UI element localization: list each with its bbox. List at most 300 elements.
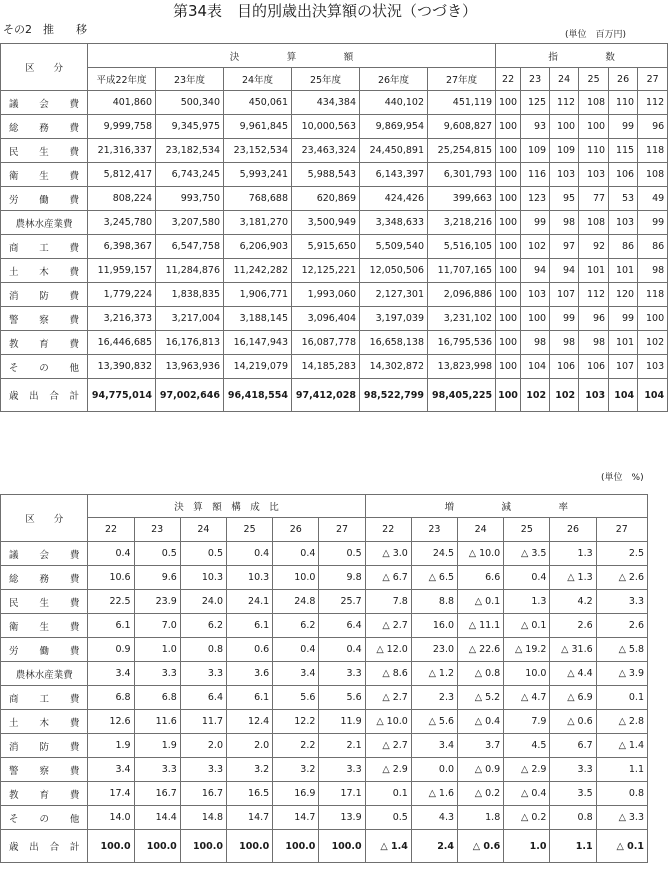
table-row — [1, 283, 668, 307]
cell-value: 99 — [609, 115, 638, 139]
cell-value: 11,959,157 — [88, 259, 156, 283]
amount-group-header: 決 算 額 — [88, 44, 496, 68]
cell-value: 16.7 — [134, 782, 180, 806]
cell-value: 25.7 — [319, 590, 365, 614]
cell-value: 49 — [638, 187, 668, 211]
cell-value: 14.7 — [273, 806, 319, 830]
cell-value: 0.5 — [365, 806, 411, 830]
cell-value: 6.1 — [227, 686, 273, 710]
cell-value: 12.4 — [227, 710, 273, 734]
cell-value: 16.5 — [227, 782, 273, 806]
row-label: 警察費 — [1, 758, 88, 782]
cell-value: 98,405,225 — [428, 379, 496, 412]
cell-value: 6.2 — [180, 614, 226, 638]
cell-value: 95 — [550, 187, 579, 211]
year-header: 22 — [88, 518, 134, 542]
cell-value: 0.1 — [365, 782, 411, 806]
cell-value: 5,812,417 — [88, 163, 156, 187]
cell-value: 16,658,138 — [360, 331, 428, 355]
cell-value: 5,516,105 — [428, 235, 496, 259]
row-label: 土木費 — [1, 710, 88, 734]
cell-value: 808,224 — [88, 187, 156, 211]
table-row — [1, 662, 648, 686]
table-row — [1, 331, 668, 355]
cell-value: 3.3 — [134, 662, 180, 686]
cell-value: 16.0 — [411, 614, 457, 638]
row-label: 警察費 — [1, 307, 88, 331]
cell-value: 94 — [550, 259, 579, 283]
cell-value: 0.5 — [319, 542, 365, 566]
row-label: 農林水産業費 — [1, 662, 88, 686]
cell-value: 104 — [638, 379, 668, 412]
row-label: 歳出合計 — [1, 379, 88, 412]
cell-value: 102 — [521, 235, 550, 259]
cell-value: 103 — [550, 163, 579, 187]
cell-value: 100 — [496, 259, 521, 283]
table-row — [1, 686, 648, 710]
cell-value: 92 — [579, 235, 609, 259]
row-label: 農林水産業費 — [1, 211, 88, 235]
cell-value: 10.3 — [180, 566, 226, 590]
cell-value: 100 — [496, 115, 521, 139]
cell-value: 0.9 — [88, 638, 134, 662]
row-label: 歳出合計 — [1, 830, 88, 863]
table-row — [1, 91, 668, 115]
cell-value: 9,961,845 — [224, 115, 292, 139]
cell-value: 6,743,245 — [156, 163, 224, 187]
year-header: 22 — [365, 518, 411, 542]
cell-value: 24.0 — [180, 590, 226, 614]
cell-value: 100 — [638, 307, 668, 331]
cell-value: 5.6 — [319, 686, 365, 710]
cell-value: 98 — [579, 331, 609, 355]
cell-value: △ 2.8 — [596, 710, 647, 734]
year-header: 26 — [609, 68, 638, 91]
cell-value: 450,061 — [224, 91, 292, 115]
cell-value: 10,000,563 — [292, 115, 360, 139]
cell-value: 106 — [609, 163, 638, 187]
cell-value: 0.5 — [180, 542, 226, 566]
cell-value: 116 — [521, 163, 550, 187]
cell-value: 13,390,832 — [88, 355, 156, 379]
cell-value: 2,127,301 — [360, 283, 428, 307]
cell-value: 102 — [521, 379, 550, 412]
cell-value: 9,345,975 — [156, 115, 224, 139]
cell-value: 0.1 — [596, 686, 647, 710]
cell-value: 3,181,270 — [224, 211, 292, 235]
cell-value: △ 10.0 — [365, 710, 411, 734]
cell-value: 434,384 — [292, 91, 360, 115]
row-label: 労働費 — [1, 638, 88, 662]
table-row — [1, 115, 668, 139]
cell-value: 11.7 — [180, 710, 226, 734]
table-row — [1, 710, 648, 734]
cell-value: 2.1 — [319, 734, 365, 758]
cell-value: 16.7 — [180, 782, 226, 806]
row-label: 商工費 — [1, 235, 88, 259]
cell-value: 24.8 — [273, 590, 319, 614]
cell-value: 98,522,799 — [360, 379, 428, 412]
cell-value: 104 — [521, 355, 550, 379]
cell-value: △ 2.7 — [365, 686, 411, 710]
cell-value: 0.8 — [550, 806, 596, 830]
cell-value: 16,087,778 — [292, 331, 360, 355]
cell-value: 500,340 — [156, 91, 224, 115]
cell-value: 1.0 — [504, 830, 550, 863]
cell-value: 4.5 — [504, 734, 550, 758]
cell-value: 96,418,554 — [224, 379, 292, 412]
cell-value: 13,823,998 — [428, 355, 496, 379]
cell-value: △ 0.6 — [550, 710, 596, 734]
cell-value: 99 — [550, 307, 579, 331]
row-label: 民生費 — [1, 139, 88, 163]
cell-value: △ 1.4 — [365, 830, 411, 863]
table-row — [1, 590, 648, 614]
cell-value: 99 — [609, 307, 638, 331]
cell-value: 100 — [550, 115, 579, 139]
cell-value: △ 0.4 — [458, 710, 504, 734]
cell-value: 100.0 — [319, 830, 365, 863]
cell-value: 17.4 — [88, 782, 134, 806]
cell-value: 5,915,650 — [292, 235, 360, 259]
cell-value: 3.3 — [596, 590, 647, 614]
table-row — [1, 806, 648, 830]
cell-value: 123 — [521, 187, 550, 211]
cell-value: 6.6 — [458, 566, 504, 590]
change-group-header: 増 減 率 — [365, 495, 647, 518]
cell-value: 93 — [521, 115, 550, 139]
cell-value: △ 4.4 — [550, 662, 596, 686]
cell-value: 14.4 — [134, 806, 180, 830]
cell-value: 11,284,876 — [156, 259, 224, 283]
cell-value: 3,217,004 — [156, 307, 224, 331]
cell-value: 96 — [638, 115, 668, 139]
cell-value: 0.8 — [596, 782, 647, 806]
cell-value: 21,316,337 — [88, 139, 156, 163]
cell-value: △ 0.8 — [458, 662, 504, 686]
cell-value: 11.6 — [134, 710, 180, 734]
cell-value: 101 — [579, 259, 609, 283]
cell-value: 102 — [638, 331, 668, 355]
cell-value: 109 — [521, 139, 550, 163]
cell-value: 100 — [579, 115, 609, 139]
cell-value: 14.8 — [180, 806, 226, 830]
cell-value: 14,302,872 — [360, 355, 428, 379]
row-label: 衛生費 — [1, 614, 88, 638]
cell-value: 7.8 — [365, 590, 411, 614]
year-header: 27 — [638, 68, 668, 91]
cell-value: 3,348,633 — [360, 211, 428, 235]
cell-value: 109 — [550, 139, 579, 163]
cell-value: 100 — [496, 331, 521, 355]
cell-value: 115 — [609, 139, 638, 163]
cell-value: 110 — [609, 91, 638, 115]
cell-value: 97 — [550, 235, 579, 259]
cell-value: 1.1 — [596, 758, 647, 782]
cell-value: 0.0 — [411, 758, 457, 782]
cell-value: 3.3 — [134, 758, 180, 782]
table2-unit: (単位 %) — [601, 473, 644, 483]
year-header: 27 — [319, 518, 365, 542]
cell-value: 16,446,685 — [88, 331, 156, 355]
cell-value: 100.0 — [180, 830, 226, 863]
cell-value: △ 0.4 — [504, 782, 550, 806]
cell-value: 6.7 — [550, 734, 596, 758]
year-header: 25 — [504, 518, 550, 542]
table-row — [1, 187, 668, 211]
cell-value: 12,050,506 — [360, 259, 428, 283]
cell-value: 77 — [579, 187, 609, 211]
index-group-header: 指 数 — [496, 44, 668, 68]
cell-value: 100 — [496, 379, 521, 412]
cell-value: 98 — [638, 259, 668, 283]
cell-value: 1.8 — [458, 806, 504, 830]
cell-value: 3,231,102 — [428, 307, 496, 331]
cell-value: 3,197,039 — [360, 307, 428, 331]
cell-value: 11,242,282 — [224, 259, 292, 283]
year-header: 26年度 — [360, 68, 428, 91]
table-row — [1, 211, 668, 235]
row-label: その他 — [1, 806, 88, 830]
cell-value: △ 0.9 — [458, 758, 504, 782]
cell-value: 3.4 — [88, 758, 134, 782]
cell-value: 3.2 — [227, 758, 273, 782]
cell-value: 2.4 — [411, 830, 457, 863]
year-header: 24 — [550, 68, 579, 91]
cell-value: 8.8 — [411, 590, 457, 614]
row-label: 教育費 — [1, 331, 88, 355]
row-label: 議会費 — [1, 542, 88, 566]
cell-value: 100.0 — [88, 830, 134, 863]
cell-value: 3.3 — [319, 758, 365, 782]
total-row — [1, 830, 648, 863]
cell-value: 103 — [521, 283, 550, 307]
cell-value: 100.0 — [227, 830, 273, 863]
cell-value: △ 2.6 — [596, 566, 647, 590]
table-row — [1, 139, 668, 163]
cell-value: △ 0.1 — [596, 830, 647, 863]
cell-value: 3.4 — [411, 734, 457, 758]
cell-value: 112 — [550, 91, 579, 115]
cell-value: 97,002,646 — [156, 379, 224, 412]
cell-value: △ 0.2 — [458, 782, 504, 806]
cell-value: 14.7 — [227, 806, 273, 830]
row-label: 労働費 — [1, 187, 88, 211]
year-header: 24年度 — [224, 68, 292, 91]
year-header: 24 — [180, 518, 226, 542]
cell-value: 993,750 — [156, 187, 224, 211]
row-label: その他 — [1, 355, 88, 379]
cell-value: 1.3 — [504, 590, 550, 614]
cell-value: 6,547,758 — [156, 235, 224, 259]
cell-value: 100 — [496, 187, 521, 211]
cell-value: 120 — [609, 283, 638, 307]
table1-unit: (単位 百万円) — [565, 30, 627, 40]
cell-value: 2.6 — [550, 614, 596, 638]
cell-value: 125 — [521, 91, 550, 115]
cell-value: 1.3 — [550, 542, 596, 566]
cell-value: 12,125,221 — [292, 259, 360, 283]
cell-value: △ 4.7 — [504, 686, 550, 710]
cell-value: 0.4 — [319, 638, 365, 662]
cell-value: 0.4 — [227, 542, 273, 566]
cell-value: 108 — [579, 91, 609, 115]
cell-value: 3,216,373 — [88, 307, 156, 331]
year-header: 23 — [411, 518, 457, 542]
cell-value: 104 — [609, 379, 638, 412]
cell-value: △ 10.0 — [458, 542, 504, 566]
cell-value: 0.8 — [180, 638, 226, 662]
cell-value: △ 1.3 — [550, 566, 596, 590]
cell-value: △ 5.2 — [458, 686, 504, 710]
cell-value: 0.4 — [273, 542, 319, 566]
cell-value: 13.9 — [319, 806, 365, 830]
cell-value: △ 3.0 — [365, 542, 411, 566]
composition-change-table — [0, 494, 648, 863]
cell-value: 2.0 — [227, 734, 273, 758]
cell-value: 9.8 — [319, 566, 365, 590]
cell-value: 97,412,028 — [292, 379, 360, 412]
cell-value: 12.2 — [273, 710, 319, 734]
cell-value: 3.3 — [319, 662, 365, 686]
cell-value: △ 6.7 — [365, 566, 411, 590]
cell-value: 3,207,580 — [156, 211, 224, 235]
cell-value: 6.4 — [180, 686, 226, 710]
cell-value: 1,779,224 — [88, 283, 156, 307]
row-label: 総務費 — [1, 115, 88, 139]
cell-value: 103 — [609, 211, 638, 235]
year-header: 26 — [550, 518, 596, 542]
cell-value: 100 — [496, 91, 521, 115]
row-label: 議会費 — [1, 91, 88, 115]
cell-value: 99 — [521, 211, 550, 235]
cell-value: △ 0.2 — [504, 806, 550, 830]
cell-value: 4.2 — [550, 590, 596, 614]
cell-value: 3,500,949 — [292, 211, 360, 235]
cell-value: △ 1.4 — [596, 734, 647, 758]
cell-value: 23,463,324 — [292, 139, 360, 163]
cell-value: 5,509,540 — [360, 235, 428, 259]
cell-value: 6.2 — [273, 614, 319, 638]
table-row — [1, 542, 648, 566]
table-row — [1, 566, 648, 590]
total-row — [1, 379, 668, 412]
cell-value: 6.8 — [88, 686, 134, 710]
year-header: 平成22年度 — [88, 68, 156, 91]
cell-value: 100 — [496, 163, 521, 187]
cell-value: 108 — [579, 211, 609, 235]
cell-value: 103 — [579, 379, 609, 412]
cell-value: △ 0.1 — [458, 590, 504, 614]
cell-value: 14,219,079 — [224, 355, 292, 379]
cell-value: 16.9 — [273, 782, 319, 806]
cell-value: 3,245,780 — [88, 211, 156, 235]
cell-value: 1.9 — [88, 734, 134, 758]
cell-value: △ 3.9 — [596, 662, 647, 686]
cell-value: 101 — [609, 259, 638, 283]
cell-value: 620,869 — [292, 187, 360, 211]
cell-value: 10.0 — [273, 566, 319, 590]
cell-value: 768,688 — [224, 187, 292, 211]
cell-value: 6.1 — [88, 614, 134, 638]
year-header: 23年度 — [156, 68, 224, 91]
cell-value: 3.2 — [273, 758, 319, 782]
cell-value: 3.4 — [273, 662, 319, 686]
cell-value: 25,254,815 — [428, 139, 496, 163]
table-row — [1, 782, 648, 806]
row-label: 総務費 — [1, 566, 88, 590]
table-row — [1, 758, 648, 782]
cell-value: 100.0 — [134, 830, 180, 863]
year-header: 23 — [521, 68, 550, 91]
cell-value: 112 — [579, 283, 609, 307]
cell-value: △ 2.7 — [365, 614, 411, 638]
cell-value: 118 — [638, 139, 668, 163]
cell-value: △ 3.3 — [596, 806, 647, 830]
cell-value: 23,182,534 — [156, 139, 224, 163]
year-header: 23 — [134, 518, 180, 542]
cell-value: 6.8 — [134, 686, 180, 710]
row-label: 商工費 — [1, 686, 88, 710]
cell-value: 2.6 — [596, 614, 647, 638]
cell-value: 6,206,903 — [224, 235, 292, 259]
cell-value: 86 — [609, 235, 638, 259]
cell-value: 1,906,771 — [224, 283, 292, 307]
cell-value: △ 6.9 — [550, 686, 596, 710]
cell-value: 0.5 — [134, 542, 180, 566]
cell-value: △ 2.7 — [365, 734, 411, 758]
cell-value: 94,775,014 — [88, 379, 156, 412]
cell-value: 9,869,954 — [360, 115, 428, 139]
year-header: 24 — [458, 518, 504, 542]
cell-value: 118 — [638, 283, 668, 307]
year-header: 27 — [596, 518, 647, 542]
row-label: 消防費 — [1, 734, 88, 758]
cell-value: 3.7 — [458, 734, 504, 758]
expenditure-amount-table — [0, 43, 668, 412]
cell-value: 108 — [638, 163, 668, 187]
cell-value: △ 8.6 — [365, 662, 411, 686]
cell-value: 6,301,793 — [428, 163, 496, 187]
page-title: 第34表 目的別歳出決算額の状況（つづき） — [172, 2, 478, 20]
cell-value: 100 — [521, 307, 550, 331]
cell-value: △ 19.2 — [504, 638, 550, 662]
cell-value: 2,096,886 — [428, 283, 496, 307]
cell-value: 9.6 — [134, 566, 180, 590]
table-row — [1, 235, 668, 259]
cell-value: 11.9 — [319, 710, 365, 734]
cell-value: 0.4 — [88, 542, 134, 566]
cell-value: △ 31.6 — [550, 638, 596, 662]
cell-value: 2.5 — [596, 542, 647, 566]
year-header: 25 — [227, 518, 273, 542]
table-row — [1, 163, 668, 187]
cell-value: 3.6 — [227, 662, 273, 686]
cell-value: 98 — [550, 211, 579, 235]
cell-value: 96 — [579, 307, 609, 331]
cell-value: 1.0 — [134, 638, 180, 662]
cell-value: 5,988,543 — [292, 163, 360, 187]
year-header: 22 — [496, 68, 521, 91]
cell-value: 13,963,936 — [156, 355, 224, 379]
cell-value: 1.9 — [134, 734, 180, 758]
cell-value: 10.6 — [88, 566, 134, 590]
cell-value: △ 0.6 — [458, 830, 504, 863]
table-row — [1, 734, 648, 758]
row-label: 消防費 — [1, 283, 88, 307]
cell-value: 11,707,165 — [428, 259, 496, 283]
cell-value: 53 — [609, 187, 638, 211]
